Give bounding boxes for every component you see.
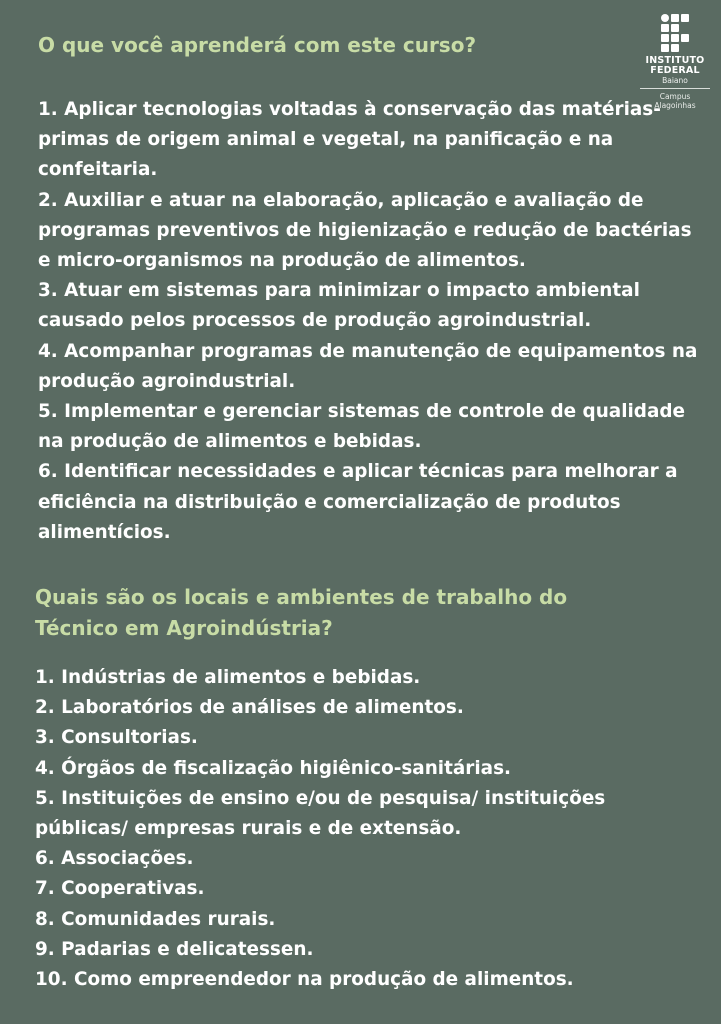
logo-line1: INSTITUTO — [645, 55, 705, 66]
skills-list-item: 4. Acompanhar programas de manutenção de equipamentos na produção agroindustrial. — [38, 340, 698, 392]
workplaces-list-item: 5. Instituições de ensino e/ou de pesquisa/ instituições públicas/ empresas rurais e de extensão. — [35, 787, 606, 840]
logo-subtitle: Baiano — [662, 76, 688, 85]
institute-logo-mark — [661, 14, 689, 52]
skills-list-item: 2. Auxiliar e atuar na elaboração, aplicação e avaliação de programas preventivos de higienização e redução de bactérias e micro-organismos na produção de alimentos. — [38, 189, 692, 272]
section2-heading: Quais são os locais e ambientes de trabalho do Técnico em Agroindústria? — [35, 585, 568, 640]
logo-divider — [640, 88, 710, 89]
logo-line2: FEDERAL — [650, 65, 700, 76]
workplaces-list-item: 9. Padarias e delicatessen. — [35, 938, 314, 960]
workplaces-list-item: 6. Associações. — [35, 848, 194, 870]
workplaces-list-item: 7. Cooperativas. — [35, 878, 205, 900]
workplaces-list — [35, 663, 700, 995]
workplaces-list-item: 2. Laboratórios de análises de alimentos. — [35, 697, 464, 719]
workplaces-list-item: 1. Indústrias de alimentos e bebidas. — [35, 667, 421, 688]
skills-list-item: 6. Identificar necessidades e aplicar técnicas para melhorar a eficiência na distribuição e comercialização de produtos alimentícios. — [38, 461, 678, 543]
workplaces-list-item: 3. Consultorias. — [35, 727, 198, 749]
skills-list-item: 1. Aplicar tecnologias voltadas à conservação das matérias-primas de origem animal e vegetal, na panificação e na confeitaria. — [38, 99, 661, 181]
logo-campus-line1: Campus — [659, 92, 691, 101]
skills-list — [38, 95, 700, 548]
logo-campus-line2: Alagoinhas — [654, 101, 696, 110]
section1-heading: O que você aprenderá com este curso? — [38, 33, 477, 57]
skills-list-item: 5. Implementar e gerenciar sistemas de controle de qualidade na produção de alimentos e bebidas. — [38, 401, 686, 453]
skills-list-item: 3. Atuar em sistemas para minimizar o impacto ambiental causado pelos processos de produção agroindustrial. — [38, 280, 640, 332]
workplaces-list-item: 10. Como empreendedor na produção de alimentos. — [35, 969, 574, 991]
workplaces-list-item: 8. Comunidades rurais. — [35, 908, 276, 930]
workplaces-list-item: 4. Órgãos de fiscalização higiênico-sanitárias. — [35, 757, 512, 779]
